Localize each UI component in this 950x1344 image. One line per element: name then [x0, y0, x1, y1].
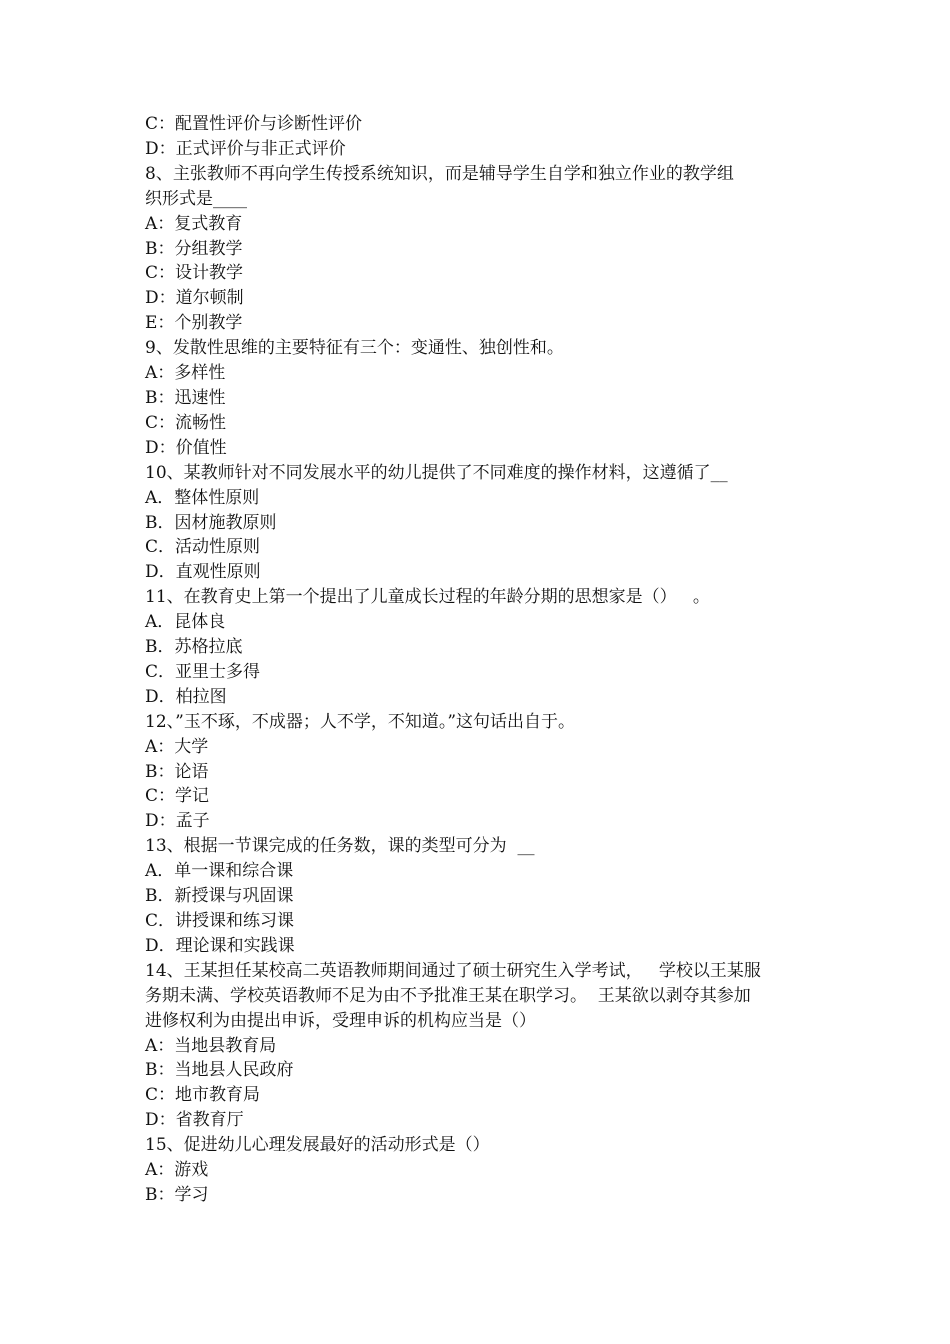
text-line: 织形式是____ [145, 188, 247, 209]
text-line: A．整体性原则 [145, 487, 260, 508]
text-line: C：学记 [145, 786, 210, 807]
text-line: 进修权利为由提出申诉，受理申诉的机构应当是（） [145, 1010, 536, 1031]
text-line: 务期未满、学校英语教师不足为由不予批准王某在职学习。 王某欲以剥夺其参加 [145, 985, 751, 1006]
text-line: B．因材施教原则 [145, 512, 277, 533]
text-line: A．单一课和综合课 [145, 861, 294, 882]
text-line: 13、根据一节课完成的任务数，课的类型可分为 __ [145, 836, 535, 857]
text-line: 14、王某担任某校高二英语教师期间通过了硕士研究生入学考试， 学校以王某服 [145, 960, 761, 981]
text-line: 12、”玉不琢，不成器；人不学，不知道。”这句话出自于。 [145, 711, 576, 732]
text-line: D：正式评价与非正式评价 [145, 138, 346, 159]
text-line: B．新授课与巩固课 [145, 886, 294, 907]
text-line: C：配置性评价与诊断性评价 [145, 114, 363, 134]
text-line: A：多样性 [145, 363, 226, 384]
text-line: A：大学 [145, 736, 209, 757]
text-line: 9、发散性思维的主要特征有三个：变通性、独创性和。 [145, 338, 564, 359]
text-line: D：道尔顿制 [145, 288, 244, 309]
text-line: A：当地县教育局 [145, 1035, 277, 1056]
text-line: C．亚里士多得 [145, 661, 261, 682]
text-line: 8、主张教师不再向学生传授系统知识，而是辅导学生自学和独立作业的教学组 [145, 163, 734, 184]
text-line: C．讲授课和练习课 [145, 911, 295, 931]
text-line: 15、促进幼儿心理发展最好的活动形式是（） [145, 1135, 490, 1156]
text-line: D：价值性 [145, 437, 227, 458]
text-line: B：当地县人民政府 [145, 1060, 294, 1081]
text-line: D．理论课和实践课 [145, 935, 295, 956]
document-page [145, 112, 810, 1208]
text-line: A．昆体良 [145, 612, 226, 633]
text-line: 10、某教师针对不同发展水平的幼儿提供了不同难度的操作材料，这遵循了__ [145, 462, 728, 483]
text-line: C：流畅性 [145, 412, 227, 433]
text-line: C：设计教学 [145, 263, 244, 284]
text-line: A：游戏 [145, 1160, 209, 1181]
text-line: A：复式教育 [145, 213, 243, 234]
text-line: D．直观性原则 [145, 562, 261, 583]
text-line: 11、在教育史上第一个提出了儿童成长过程的年龄分期的思想家是（） 。 [145, 587, 710, 608]
text-line: C．活动性原则 [145, 537, 261, 558]
text-line: D：省教育厅 [145, 1110, 244, 1131]
text-line: D．柏拉图 [145, 686, 227, 707]
text-line: B：迅速性 [145, 387, 226, 408]
text-line: D：孟子 [145, 811, 210, 832]
text-line: E：个别教学 [145, 313, 243, 334]
text-line: B：分组教学 [145, 238, 243, 259]
text-line: B：论语 [145, 761, 209, 782]
text-line: B：学习 [145, 1184, 209, 1205]
text-line: C：地市教育局 [145, 1085, 261, 1106]
text-line: B．苏格拉底 [145, 637, 243, 658]
